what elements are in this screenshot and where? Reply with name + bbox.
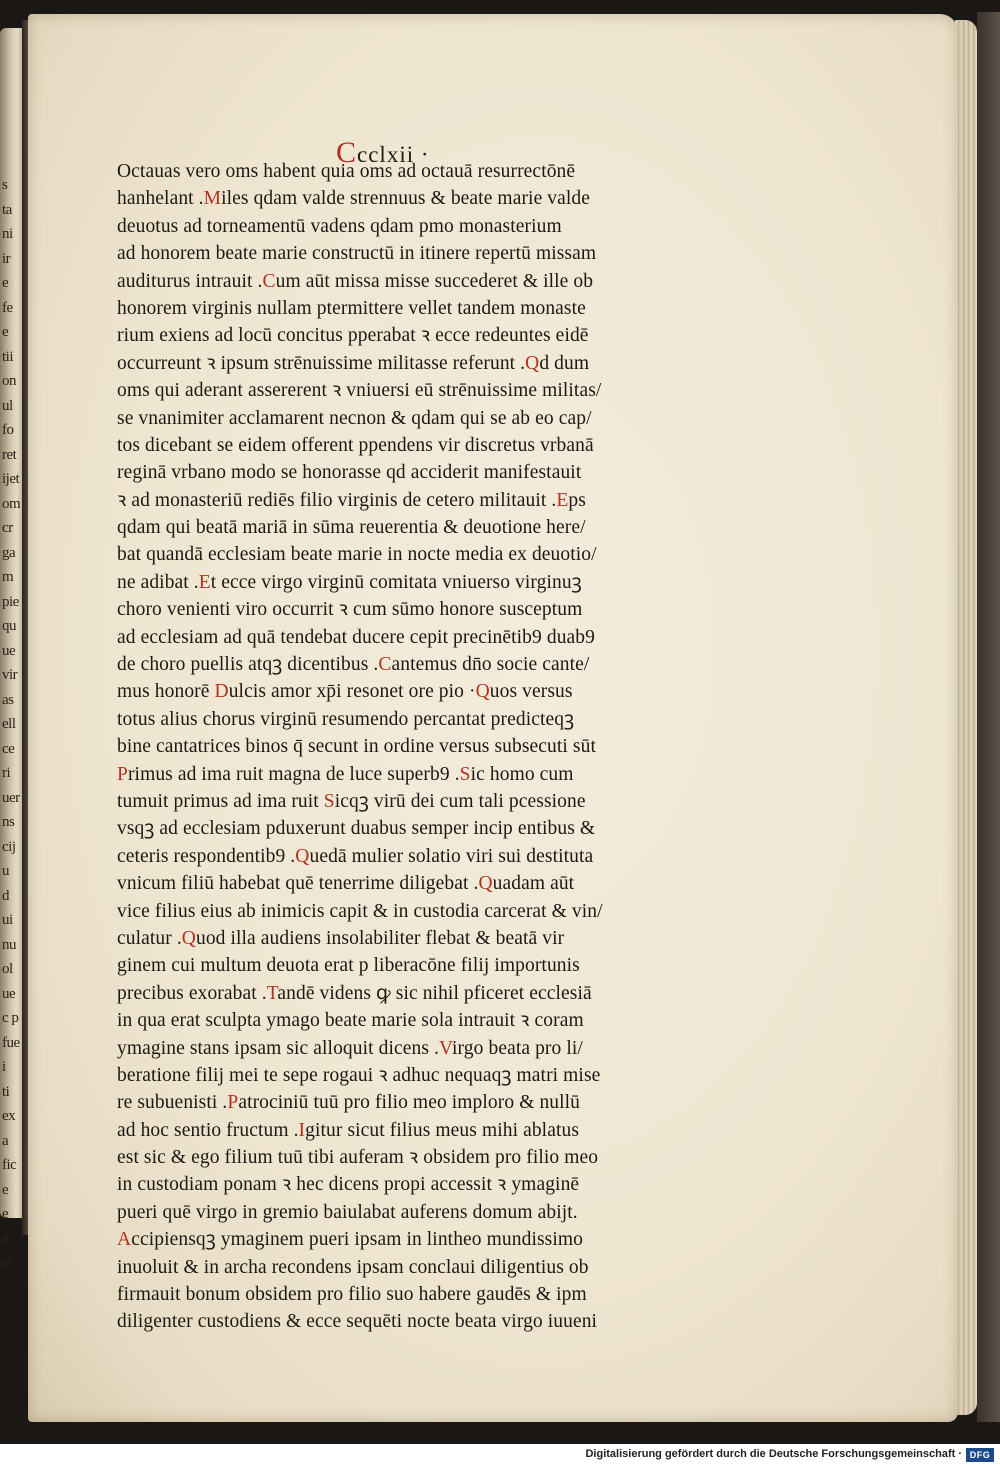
line-text: est sic & ego filium tuū tibi auferam ꝛ obsidem pro filio meo	[117, 1147, 599, 1169]
line-text: pueri quē virgo in gremio baiulabat auferens domum abijt.	[117, 1201, 578, 1223]
text-line	[117, 1171, 677, 1198]
facing-page-fragment: ti	[2, 1083, 10, 1100]
facing-page-fragment: te	[2, 1255, 12, 1271]
facing-page-fragment: uer	[2, 789, 20, 806]
facing-page-fragment: a	[2, 1132, 9, 1149]
facing-page-fragment: ni	[2, 226, 13, 242]
line-text: tumuit primus ad ima ruit Sicqꝫ virū dei cum tali pcessione	[117, 790, 586, 812]
line-text: mus honorē Dulcis amor xp̄i resonet ore pio ·Quos versus	[117, 681, 573, 703]
line-text: beratione filij mei te sepe rogaui ꝛ adhuc nequaqꝫ matri mise	[117, 1064, 601, 1086]
facing-page-fragment: ul	[2, 397, 13, 414]
text-line	[117, 432, 677, 459]
line-text: ꝛ ad monasteriū rediēs filio virginis de cetero militauit .Eps	[117, 489, 586, 511]
text-line	[117, 706, 677, 733]
line-text: culatur .Quod illa audiens insolabiliter flebat & beatā vir	[117, 927, 565, 949]
facing-page-fragment: fe	[2, 299, 13, 316]
text-line	[117, 1281, 677, 1308]
facing-page-fragment: tii	[2, 348, 14, 365]
text-line	[117, 815, 677, 842]
facing-page-fragment: ir	[2, 250, 11, 267]
line-text: diligenter custodiens & ecce sequēti nocte beata virgo iuueni	[117, 1311, 598, 1333]
facing-page-fragment: c p	[2, 1010, 19, 1026]
line-text: reginā vrbano modo se honorasse qd acciderit manifestauit	[117, 462, 582, 484]
text-line	[117, 350, 677, 377]
line-text: Octauas vero oms habent quia oms ad octauā resurrectōnē	[117, 161, 576, 182]
facing-page-fragment: i	[2, 1059, 6, 1075]
facing-page-fragment: cij	[2, 838, 16, 855]
text-line	[117, 514, 677, 541]
facing-page-fragment: ol	[2, 961, 13, 977]
facing-page-fragment: pie	[2, 593, 19, 610]
text-line	[117, 898, 677, 925]
facing-page-fragment: on	[2, 373, 16, 389]
line-text: in qua erat sculpta ymago beate marie sola intrauit ꝛ coram	[117, 1010, 584, 1032]
line-text: vsqꝫ ad ecclesiam pduxerunt duabus semper incip entibus &	[117, 818, 596, 840]
facing-page-fragment: fic	[2, 1157, 17, 1173]
facing-page-fragment: ri	[2, 765, 11, 781]
text-line	[117, 843, 677, 870]
line-text: ad hoc sentio fructum .Igitur sicut filius meus mihi ablatus	[117, 1119, 580, 1141]
line-text: vnicum filiū habebat quē tenerrime diligebat .Quadam aūt	[117, 873, 575, 895]
facing-page-edge	[0, 28, 24, 1271]
line-text: de choro puellis atqꝫ dicentibus .Cantemus dn̄o socie cante/	[117, 654, 590, 676]
folio-numeral: cclxii ·	[357, 142, 430, 167]
book-cover-edge	[977, 12, 1000, 1422]
line-text: occurreunt ꝛ ipsum strēnuissime militasse referunt .Qd dum	[117, 352, 590, 374]
text-line	[117, 487, 677, 514]
dfg-logo: DFG	[966, 1448, 994, 1462]
text-line	[117, 1254, 677, 1281]
line-text: hanhelant .Miles qdam valde strennuus & beate marie valde	[117, 188, 591, 210]
text-line	[117, 268, 677, 295]
text-line	[117, 158, 677, 185]
facing-page-fragment: vir	[2, 667, 18, 683]
facing-page-fragment: nu	[2, 936, 16, 953]
facing-page-fragment: ijet	[2, 471, 20, 487]
line-text: in custodiam ponam ꝛ hec dicens propi accessit ꝛ ymaginē	[117, 1174, 580, 1196]
facing-page-fragment: e	[2, 1181, 9, 1198]
text-line	[117, 213, 677, 240]
folio-rubric-initial: C	[336, 136, 358, 169]
line-text: re subuenisti .Patrociniū tuū pro filio meo imploro & nullū	[117, 1092, 581, 1114]
line-text: Primus ad ima ruit magna de luce superb9 .Sic homo cum	[117, 763, 574, 785]
facing-page-fragment: ue	[2, 985, 16, 1002]
page-edges	[955, 20, 977, 1415]
text-line	[117, 624, 677, 651]
text-line	[117, 569, 677, 596]
text-line	[117, 185, 677, 212]
facing-page-fragment: ga	[2, 544, 16, 561]
line-text: inuoluit & in archa recondens ipsam conclaui diligentius ob	[117, 1256, 589, 1278]
facing-page-fragment: qu	[2, 618, 16, 634]
rubricated-initial: A	[117, 1229, 132, 1251]
text-line	[117, 980, 677, 1007]
text-line	[117, 322, 677, 349]
text-line	[117, 1117, 677, 1144]
facing-page-fragment: as	[2, 691, 14, 708]
facing-page-fragment: fue	[2, 1034, 20, 1051]
text-line	[117, 377, 677, 404]
facing-page-fragment: fo	[2, 422, 14, 438]
line-text: oms qui aderant assererent ꝛ vniuersi eū strēnuissime militas/	[117, 380, 602, 402]
line-text: auditurus intrauit .Cum aūt missa misse succederet & ille ob	[117, 270, 594, 292]
text-block	[117, 158, 677, 1336]
text-line	[117, 761, 677, 788]
facing-page-fragment: ce	[2, 740, 15, 757]
facing-page-fragment: om	[2, 495, 21, 512]
facing-page-fragment: ell	[2, 716, 16, 732]
text-line	[117, 1035, 677, 1062]
text-line	[117, 1226, 677, 1253]
text-line	[117, 870, 677, 897]
text-line	[117, 596, 677, 623]
line-text: honorem virginis nullam ptermittere vellet tandem monaste	[117, 297, 586, 319]
facing-page-fragment: s	[2, 177, 8, 193]
facing-page-fragment: d	[2, 887, 9, 904]
footer-bar	[0, 1444, 1000, 1467]
line-text: precibus exorabat .Tandē videns ꝙ sic nihil pficeret ecclesiā	[117, 982, 592, 1004]
facing-page-fragment: ret	[2, 446, 17, 463]
facing-page-fragment: m	[2, 569, 14, 585]
line-text: choro venienti viro occurrit ꝛ cum sūmo honore susceptum	[117, 599, 583, 621]
line-text: firmauit bonum obsidem pro filio suo habere gaudēs & ipm	[117, 1284, 587, 1306]
text-line	[117, 405, 677, 432]
text-line	[117, 1308, 677, 1335]
line-text: se vnanimiter acclamarent necnon & qdam qui se ab eo cap/	[117, 407, 592, 429]
text-line	[117, 678, 677, 705]
facing-page-fragment: u	[2, 863, 9, 879]
line-text: bine cantatrices binos q̄ secunt in ordine versus subsecuti sūt	[117, 736, 596, 758]
line-text: ccipiensqꝫ ymaginem pueri ipsam in lintheo mundissimo	[131, 1229, 583, 1251]
text-line	[117, 1007, 677, 1034]
line-text: bat quandā ecclesiam beate marie in nocte media ex deuotio/	[117, 544, 597, 566]
text-line	[117, 788, 677, 815]
text-line	[117, 541, 677, 568]
text-line	[117, 925, 677, 952]
text-line	[117, 1062, 677, 1089]
line-text: ad honorem beate marie constructū in itinere repertū missam	[117, 243, 597, 265]
facing-page-fragment: e	[2, 275, 9, 291]
text-line	[117, 1199, 677, 1226]
line-text: ne adibat .Et ecce virgo virginū comitata vniuerso virginuꝫ	[117, 571, 582, 593]
facing-page-fragment: e	[2, 1206, 9, 1222]
text-line	[117, 952, 677, 979]
line-text: totus alius chorus virginū resumendo percantat predicteqꝫ	[117, 708, 575, 730]
facing-page-fragment: cr	[2, 520, 13, 536]
text-line	[117, 1144, 677, 1171]
line-text: rium exiens ad locū concitus pperabat ꝛ ecce redeuntes eidē	[117, 325, 589, 347]
text-line	[117, 733, 677, 760]
line-text: deuotus ad torneamentū vadens qdam pmo monasterium	[117, 215, 562, 237]
line-text: vice filius eius ab inimicis capit & in custodia carcerat & vin/	[117, 900, 603, 922]
line-text: ginem cui multum deuota erat p liberacōne filij importunis	[117, 955, 580, 977]
text-line	[117, 651, 677, 678]
line-text: ad ecclesiam ad quā tendebat ducere cepit precinētib9 duab9	[117, 626, 596, 648]
text-line	[117, 1089, 677, 1116]
line-text: ymagine stans ipsam sic alloquit dicens .Virgo beata pro li/	[117, 1037, 583, 1059]
facing-page-fragment: ui	[2, 912, 13, 928]
facing-page-fragment: ex	[2, 1108, 16, 1124]
facing-page-fragment: ns	[2, 814, 15, 830]
facing-page-fragment: a	[2, 1230, 9, 1247]
facing-page-fragment: e	[2, 324, 9, 340]
line-text: qdam qui beatā mariā in sūma reuerentia & deuotione here/	[117, 517, 586, 539]
line-text: ceteris respondentib9 .Quedā mulier solatio viri sui destituta	[117, 845, 594, 867]
facing-page-fragment: ue	[2, 642, 16, 659]
facing-page-fragment: ta	[2, 201, 12, 218]
text-line	[117, 295, 677, 322]
line-text: tos dicebant se eidem offerent ppendens vir discretus vrbanā	[117, 434, 594, 456]
text-line	[117, 240, 677, 267]
funding-credit: Digitalisierung gefördert durch die Deutsche Forschungsgemeinschaft ·	[585, 1448, 962, 1460]
text-line	[117, 459, 677, 486]
